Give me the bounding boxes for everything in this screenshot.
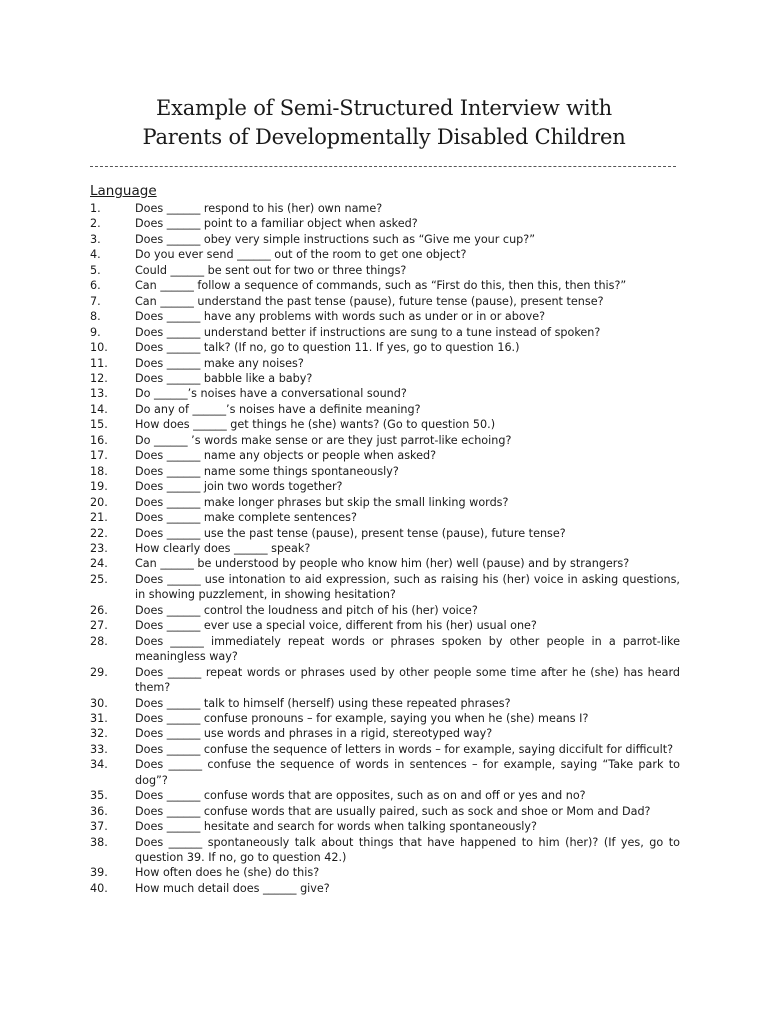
- question-item: [90, 417, 680, 432]
- question-text: Does ______ use intonation to aid expression, such as raising his (her) voice in asking questions, in showing puzzlement, in showing hesitation?: [135, 572, 680, 602]
- question-number: 33.: [90, 742, 108, 756]
- question-text: Do any of ______’s noises have a definite meaning?: [135, 402, 421, 416]
- question-text: Does ______ repeat words or phrases used by other people some time after he (she) has heard them?: [135, 665, 680, 695]
- question-number: 7.: [90, 294, 101, 308]
- question-text: How does ______ get things he (she) wants? (Go to question 50.): [135, 418, 496, 432]
- question-item: [90, 819, 680, 834]
- question-text: Does ______ make any noises?: [135, 356, 304, 370]
- question-text: How often does he (she) do this?: [135, 866, 320, 880]
- question-item: [90, 294, 680, 309]
- question-number: 25.: [90, 572, 108, 586]
- question-item: [90, 371, 680, 386]
- question-text: Does ______ understand better if instructions are sung to a tune instead of spoken?: [135, 325, 601, 339]
- question-item: [90, 881, 680, 896]
- title-line-2: Parents of Developmentally Disabled Children: [142, 125, 626, 149]
- question-list: [90, 201, 680, 896]
- question-item: [90, 340, 680, 355]
- question-text: Does ______ make longer phrases but skip the small linking words?: [135, 495, 509, 509]
- question-item: [90, 479, 680, 494]
- question-item: [90, 788, 680, 803]
- question-number: 20.: [90, 495, 108, 509]
- question-item: [90, 757, 680, 788]
- question-number: 27.: [90, 619, 108, 633]
- question-item: [90, 696, 680, 711]
- question-item: [90, 835, 680, 866]
- question-item: [90, 742, 680, 757]
- question-number: 17.: [90, 449, 108, 463]
- question-number: 34.: [90, 758, 108, 772]
- question-number: 16.: [90, 433, 108, 447]
- question-number: 8.: [90, 310, 101, 324]
- question-text: Does ______ obey very simple instructions such as “Give me your cup?”: [135, 232, 536, 246]
- question-text: Can ______ be understood by people who know him (her) well (pause) and by strangers?: [135, 557, 630, 571]
- question-number: 32.: [90, 727, 108, 741]
- document-title: [0, 94, 768, 152]
- question-text: Does ______ make complete sentences?: [135, 511, 357, 525]
- question-text: Do ______’s noises have a conversational sound?: [135, 387, 407, 401]
- question-item: [90, 464, 680, 479]
- question-text: Does ______ name any objects or people when asked?: [135, 449, 437, 463]
- question-text: Does ______ confuse the sequence of letters in words – for example, saying diccifult for difficult?: [135, 742, 674, 756]
- question-text: Can ______ understand the past tense (pause), future tense (pause), present tense?: [135, 294, 604, 308]
- question-text: Does ______ use words and phrases in a rigid, stereotyped way?: [135, 727, 493, 741]
- title-line-1: Example of Semi-Structured Interview with: [155, 96, 613, 120]
- question-item: [90, 201, 680, 216]
- question-number: 19.: [90, 480, 108, 494]
- question-text: Does ______ use the past tense (pause), present tense (pause), future tense?: [135, 526, 566, 540]
- question-item: [90, 665, 680, 696]
- question-item: [90, 386, 680, 401]
- question-text: Does ______ babble like a baby?: [135, 371, 313, 385]
- question-text: Does ______ name some things spontaneously?: [135, 464, 399, 478]
- question-number: 23.: [90, 541, 108, 555]
- question-item: [90, 804, 680, 819]
- question-number: 5.: [90, 263, 101, 277]
- question-item: [90, 603, 680, 618]
- question-item: [90, 325, 680, 340]
- question-item: [90, 495, 680, 510]
- question-item: [90, 556, 680, 571]
- question-item: [90, 510, 680, 525]
- question-item: [90, 232, 680, 247]
- question-text: Does ______ ever use a special voice, different from his (her) usual one?: [135, 619, 537, 633]
- question-item: [90, 526, 680, 541]
- question-number: 2.: [90, 217, 101, 231]
- question-text: How clearly does ______ speak?: [135, 541, 311, 555]
- question-number: 21.: [90, 511, 108, 525]
- question-item: [90, 711, 680, 726]
- question-number: 18.: [90, 464, 108, 478]
- question-number: 10.: [90, 341, 108, 355]
- question-number: 9.: [90, 325, 101, 339]
- question-text: Does ______ join two words together?: [135, 480, 343, 494]
- question-text: Does ______ talk? (If no, go to question 11. If yes, go to question 16.): [135, 341, 520, 355]
- question-text: Does ______ confuse words that are usually paired, such as sock and shoe or Mom and Dad?: [135, 804, 651, 818]
- question-text: Does ______ have any problems with words such as under or in or above?: [135, 310, 546, 324]
- question-item: [90, 634, 680, 665]
- question-text: Does ______ control the loudness and pitch of his (her) voice?: [135, 603, 478, 617]
- question-item: [90, 865, 680, 880]
- question-number: 38.: [90, 835, 108, 849]
- question-text: Does ______ confuse the sequence of words in sentences – for example, saying “Take park to dog”?: [135, 758, 680, 787]
- question-number: 22.: [90, 526, 108, 540]
- question-text: How much detail does ______ give?: [135, 881, 330, 895]
- question-item: [90, 448, 680, 463]
- question-number: 14.: [90, 402, 108, 416]
- question-text: Can ______ follow a sequence of commands, such as “First do this, then this, then this?”: [135, 279, 627, 293]
- question-item: [90, 433, 680, 448]
- question-number: 12.: [90, 371, 108, 385]
- question-number: 31.: [90, 711, 108, 725]
- question-item: [90, 309, 680, 324]
- question-text: Does ______ point to a familiar object when asked?: [135, 217, 418, 231]
- question-item: [90, 541, 680, 556]
- question-text: Does ______ talk to himself (herself) using these repeated phrases?: [135, 696, 511, 710]
- question-item: [90, 572, 680, 603]
- section-heading-language: Language: [90, 183, 157, 199]
- question-number: 15.: [90, 418, 108, 432]
- question-item: [90, 402, 680, 417]
- question-item: [90, 278, 680, 293]
- question-text: Does ______ confuse pronouns – for example, saying you when he (she) means I?: [135, 711, 589, 725]
- dashed-divider: [90, 166, 676, 167]
- question-number: 40.: [90, 881, 108, 895]
- question-text: Could ______ be sent out for two or three things?: [135, 263, 407, 277]
- question-number: 26.: [90, 603, 108, 617]
- question-number: 39.: [90, 866, 108, 880]
- question-number: 30.: [90, 696, 108, 710]
- question-number: 3.: [90, 232, 101, 246]
- question-text: Does ______ confuse words that are opposites, such as on and off or yes and no?: [135, 789, 586, 803]
- question-number: 6.: [90, 279, 101, 293]
- question-number: 29.: [90, 665, 108, 679]
- question-number: 11.: [90, 356, 108, 370]
- question-item: [90, 247, 680, 262]
- question-number: 24.: [90, 557, 108, 571]
- question-number: 28.: [90, 634, 108, 648]
- question-text: Does ______ respond to his (her) own name?: [135, 202, 383, 215]
- question-text: Do ______ ’s words make sense or are they just parrot-like echoing?: [135, 433, 512, 447]
- question-text: Do you ever send ______ out of the room to get one object?: [135, 248, 467, 262]
- question-number: 13.: [90, 387, 108, 401]
- question-item: [90, 216, 680, 231]
- question-text: Does ______ spontaneously talk about things that have happened to him (her)? (If yes, go to question 39. If no, go to question 42.): [135, 835, 680, 865]
- question-number: 1.: [90, 202, 101, 215]
- question-text: Does ______ hesitate and search for words when talking spontaneously?: [135, 820, 537, 834]
- question-item: [90, 356, 680, 371]
- question-number: 37.: [90, 820, 108, 834]
- question-text: Does ______ immediately repeat words or phrases spoken by other people in a parrot-like meaningless way?: [135, 634, 680, 664]
- question-number: 35.: [90, 789, 108, 803]
- question-item: [90, 263, 680, 278]
- question-item: [90, 726, 680, 741]
- question-item: [90, 618, 680, 633]
- question-number: 4.: [90, 248, 101, 262]
- question-number: 36.: [90, 804, 108, 818]
